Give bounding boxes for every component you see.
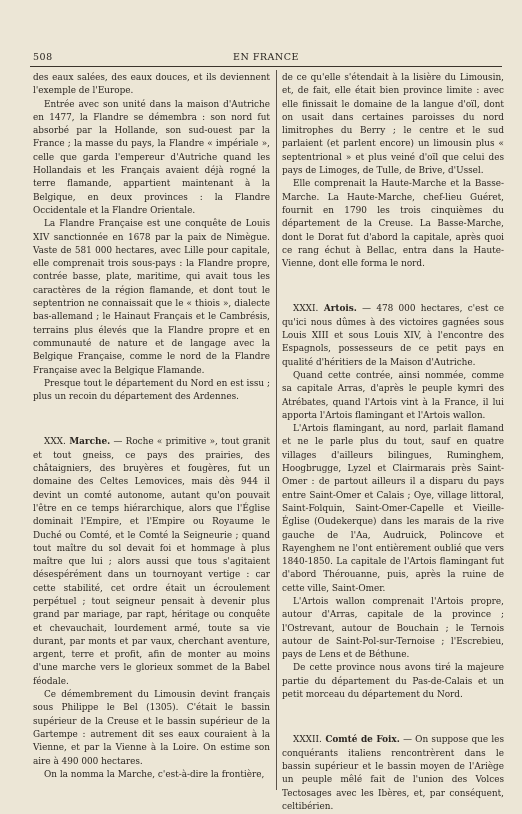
section-heading — [44, 437, 110, 447]
section-number: XXX. — [44, 437, 66, 448]
paragraph: De cette province nous avons tiré la majeure partie du département du Pas-de-Calais et un petit morceau du département du Nord. — [282, 663, 504, 701]
section-title: Comté de Foix. — [325, 735, 400, 746]
section-title: Artois. — [323, 304, 357, 315]
section-foix — [282, 734, 504, 814]
section-lead-paragraph — [282, 303, 504, 369]
page-number: 508 — [33, 52, 53, 63]
section-heading — [293, 735, 400, 745]
paragraph: Elle comprenait la Haute-Marche et la Basse-Marche. La Haute-Marche, chef-lieu Guéret, fournit en 1790 les trois cinquièmes du département de la Creuse. La Basse-Marche, dont le Dorat fut d'abord la capitale, après quoi ce rang échut à Bellac, entra dans la Haute-Vienne, dont elle forma le nord. — [282, 179, 504, 270]
running-title: EN FRANCE — [233, 52, 299, 63]
column-divider — [276, 70, 277, 790]
paragraph: On la nomma la Marche, c'est-à-dire la frontière, — [44, 769, 265, 780]
section-artois — [282, 303, 504, 702]
paragraph: des eaux salées, des eaux douces, et ils deviennent l'exemple de l'Europe. — [33, 73, 270, 97]
paragraph: L'Artois flamingant, au nord, parlait flamand et ne le parle plus du tout, sauf en quatre villages d'ailleurs bilingues, Ruminghem, Hoogbrugge, Lyzel et Clairmarais près Saint-Omer : de partout ailleurs il a disparu du pays entre Saint-Omer et Calais ; Oye, village littoral, Saint-Folquin, Saint-Omer-Capelle et Vieille-Église (Oudekerque) dans les marais de la rive gauche de l'Aa, Audruick, Polincove et Rayenghem ne l'ont entièrement oublié que vers 1840-1850. La capitale de l'Artois flamingant fut d'abord Thérouanne, puis, après la ruine de cette ville, Saint-Omer. — [282, 424, 504, 594]
paragraph: Ce démembrement du Limousin devint français sous Philippe le Bel (1305). C'était le bassin supérieur de la Creuse et le bassin supérieur de la Gartempe : autrement dit ses eaux couraient à la Vienne, et par la Vienne à la Loire. On estime son aire à 490 000 hectares. — [33, 690, 270, 767]
section-lead-text: — 478 000 hectares, c'est ce qu'ici nous dûmes à des victoires gagnées sous Louis XIII et sous Louis XIV, à l'encontre des Espagnols, possesseurs de ce petit pays en qualité d'héritiers de la Maison d'Autriche. — [282, 304, 504, 368]
section-lead-paragraph — [33, 436, 270, 689]
section-spacer — [33, 404, 270, 422]
section-number: XXXII. — [293, 735, 322, 746]
section-heading — [293, 304, 357, 314]
paragraph: de ce qu'elle s'étendait à la lisière du Limousin, et, de fait, elle était bien province limite : avec elle finissait le domaine de la langue d'oïl, dont on usait dans certaines paroisses du nord limitrophes du Berry ; le centre et le sud parlaient (et parlent encore) un limousin plus « septentrional » et plus veiné d'oïl que celui des pays de Limoges, de Tulle, de Brive, d'Ussel. — [282, 73, 504, 177]
section-number: XXXI. — [293, 304, 319, 315]
header-rule — [30, 66, 502, 67]
section-lead-paragraph — [282, 734, 504, 814]
right-column — [282, 72, 504, 814]
section-spacer — [282, 702, 504, 720]
section-lead-text: — Roche « primitive », tout granit et tout gneiss, ce pays des prairies, des châtaigniers, des bruyères et fougères, fut un domaine des Celtes Lemovices, mais dès 944 il devint un comté autonome, autant qu'on pouvait l'être en ce temps hiérarchique, alors que l'Église dominait l'Empire, et l'Empire ou Royaume le Duché ou Comté, et le Comté la Seigneurie ; quand tout maître du sol devait foi et hommage à plus maître que lui ; alors aussi que tous s'agitaient désespérément dans un tournoyant vertige : car cette stabilité, cet ordre était un écroulement perpétuel ; tout seigneur pensait à devenir plus grand par mariage, par rapt, héritage ou conquête et chevauchait, lourdement armé, toute sa vie durant, par monts et par vaux, cherchant aventure, argent, terre et profit, afin de monter au moins d'une marche vers le glorieux sommet de la Babel féodale. — [33, 437, 270, 687]
left-column — [33, 72, 270, 782]
paragraph: La Flandre Française est une conquête de Louis XIV sanctionnée en 1678 par la paix de Nimègue. Vaste de 581 000 hectares, avec Lille pour capitale, elle comprenait trois sous-pays : la Flandre propre, contrée basse, plate, maritime, qui avait tous les caractères de la région flamande, et dont tout le septentrion ne connaissait que le « thiois », dialecte bas-allemand ; le Hainaut Français et le Cambrésis, terrains plus élevés que la Flandre propre et en communauté de nature et de langage avec la Belgique Française, comme le nord de la Flandre Française avec la Belgique Flamande. — [33, 219, 270, 376]
paragraph: Entrée avec son unité dans la maison d'Autriche en 1477, la Flandre se démembra : son nord fut absorbé par la Hollande, son sud-ouest par la France ; la masse du pays, la Flandre « impériale », celle que garda l'empereur d'Autriche quand les Hollandais et les Français avaient déjà rogné la terre flamande, appartient maintenant à la Belgique, en deux provinces : la Flandre Occidentale et la Flandre Orientale. — [33, 99, 270, 216]
paragraph: Presque tout le département du Nord en est issu ; plus un recoin du département des Ardennes. — [33, 378, 270, 403]
paragraph: Quand cette contrée, ainsi nommée, comme sa capitale Arras, d'après le peuple kymri des Atrébates, quand l'Artois vint à la France, il lui apporta l'Artois flamingant et l'Artois wallon. — [282, 370, 504, 421]
section-marche — [33, 436, 270, 782]
section-lead-text: — On suppose que les conquérants italiens rencontrèrent dans le bassin supérieur et le bassin moyen de l'Ariège un peuple mêlé fait de l'union des Volces Tectosages avec les Ibères, et, par conséquent, celtibérien. — [282, 735, 504, 812]
section-title: Marche. — [69, 437, 111, 448]
paragraph: L'Artois wallon comprenait l'Artois propre, autour d'Arras, capitale de la province ; l'Ostrevant, autour de Bouchain ; le Ternois autour de Saint-Pol-sur-Ternoise ; l'Escrebieu, pays de Lens et de Béthune. — [282, 596, 504, 661]
section-spacer — [282, 271, 504, 289]
